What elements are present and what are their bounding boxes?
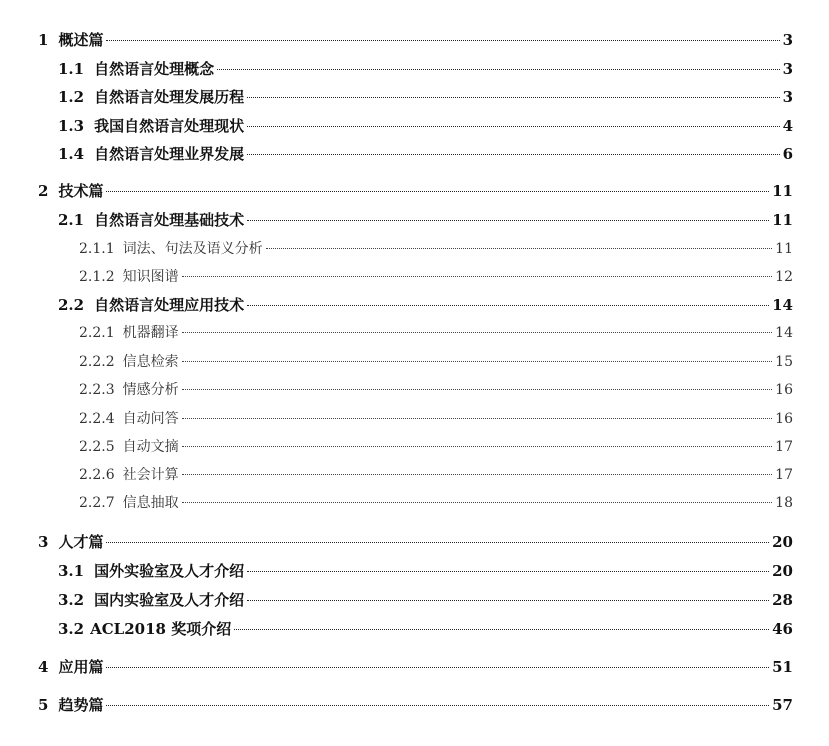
toc-entry-number: 5 <box>38 696 49 714</box>
toc-entry-number: 2.2.7 <box>79 495 115 511</box>
toc-entry-title: 自然语言处理业界发展 <box>94 145 245 163</box>
toc-entry-title: 应用篇 <box>58 658 104 676</box>
toc-entry-page: 28 <box>772 591 793 609</box>
toc-entry-page: 16 <box>775 411 793 427</box>
toc-entry-number: 2.2.1 <box>79 325 115 341</box>
toc-entry-page: 20 <box>772 533 793 551</box>
toc-entry-section-2-1[interactable] <box>58 209 793 231</box>
toc-entry-number: 2.2.5 <box>79 439 115 455</box>
toc-entry-page: 4 <box>782 117 793 135</box>
dot-leader <box>182 276 773 277</box>
toc-entry-page: 57 <box>772 696 793 714</box>
toc-entry-number: 3.1 <box>58 562 85 580</box>
toc-entry-chapter-5[interactable] <box>38 694 793 716</box>
toc-entry-title: 国内实验室及人才介绍 <box>94 591 245 609</box>
dot-leader <box>247 600 769 601</box>
toc-entry-page: 14 <box>775 325 793 341</box>
toc-entry-number: 3.2 <box>58 591 85 609</box>
toc-entry-number: 3 <box>38 533 49 551</box>
dot-leader <box>182 389 773 390</box>
toc-entry-page: 14 <box>772 296 793 314</box>
toc-entry-page: 46 <box>772 620 793 638</box>
dot-leader <box>106 40 779 41</box>
dot-leader <box>247 571 769 572</box>
toc-entry-page: 3 <box>782 31 793 49</box>
toc-entry-title: 自然语言处理应用技术 <box>94 296 245 314</box>
toc-entry-title: ACL2018 奖项介绍 <box>90 620 232 638</box>
toc-entry-subsection-2-2-1[interactable] <box>79 322 793 344</box>
toc-entry-number: 2.2.3 <box>79 382 115 398</box>
toc-entry-page: 6 <box>782 145 793 163</box>
toc-entry-number: 2.2 <box>58 296 85 314</box>
dot-leader <box>182 418 773 419</box>
toc-entry-title: 人才篇 <box>58 533 104 551</box>
toc-entry-number: 2.2.6 <box>79 467 115 483</box>
toc-entry-section-1-2[interactable] <box>58 86 793 108</box>
dot-leader <box>106 667 769 668</box>
dot-leader <box>182 502 773 503</box>
toc-entry-page: 12 <box>775 269 793 285</box>
toc-entry-section-1-1[interactable] <box>58 58 793 80</box>
dot-leader <box>106 705 769 706</box>
toc-entry-number: 4 <box>38 658 49 676</box>
dot-leader <box>182 332 773 333</box>
toc-entry-page: 17 <box>775 439 793 455</box>
toc-entry-number: 1.1 <box>58 60 85 78</box>
toc-entry-title: 社会计算 <box>122 467 179 483</box>
toc-entry-title: 自然语言处理概念 <box>94 60 215 78</box>
dot-leader <box>217 69 779 70</box>
toc-entry-page: 16 <box>775 382 793 398</box>
dot-leader <box>182 474 773 475</box>
toc-entry-title: 信息检索 <box>122 354 179 370</box>
toc-entry-page: 15 <box>775 354 793 370</box>
toc-entry-title: 概述篇 <box>58 31 104 49</box>
toc-entry-page: 18 <box>775 495 793 511</box>
toc-entry-number: 2.2.4 <box>79 411 115 427</box>
toc-entry-page: 11 <box>775 241 793 257</box>
toc-entry-page: 3 <box>782 60 793 78</box>
toc-entry-title: 机器翻译 <box>122 325 179 341</box>
toc-entry-number: 2.1.2 <box>79 269 115 285</box>
toc-entry-title: 我国自然语言处理现状 <box>94 117 245 135</box>
toc-entry-number: 1.3 <box>58 117 85 135</box>
toc-entry-title: 技术篇 <box>58 182 104 200</box>
dot-leader <box>247 220 769 221</box>
toc-entry-number: 2.1.1 <box>79 241 115 257</box>
toc-entry-number: 1.2 <box>58 88 85 106</box>
toc-entry-section-1-4[interactable] <box>58 143 793 165</box>
dot-leader <box>247 305 769 306</box>
toc-entry-title: 自动文摘 <box>122 439 179 455</box>
toc-entry-title: 情感分析 <box>122 382 179 398</box>
dot-leader <box>106 191 769 192</box>
dot-leader <box>106 542 769 543</box>
toc-entry-title: 国外实验室及人才介绍 <box>94 562 245 580</box>
toc-entry-page: 3 <box>782 88 793 106</box>
toc-entry-page: 17 <box>775 467 793 483</box>
toc-entry-subsection-2-2-4[interactable] <box>79 408 793 430</box>
toc-entry-chapter-4[interactable] <box>38 656 793 678</box>
toc-entry-number: 2.1 <box>58 211 85 229</box>
toc-entry-number: 3.2 <box>58 620 85 638</box>
toc-entry-title: 自然语言处理发展历程 <box>94 88 245 106</box>
toc-entry-number: 2 <box>38 182 49 200</box>
toc-entry-title: 趋势篇 <box>58 696 104 714</box>
toc-entry-number: 2.2.2 <box>79 354 115 370</box>
toc-entry-subsection-2-2-2[interactable] <box>79 351 793 373</box>
toc-entry-section-2-2[interactable] <box>58 294 793 316</box>
toc-entry-chapter-2[interactable] <box>38 180 793 202</box>
dot-leader <box>247 154 779 155</box>
toc-entry-chapter-3[interactable] <box>38 531 793 553</box>
toc-entry-page: 20 <box>772 562 793 580</box>
toc-entry-subsection-2-1-2[interactable] <box>79 266 793 288</box>
dot-leader <box>266 248 773 249</box>
toc-entry-page: 11 <box>772 182 793 200</box>
toc-entry-number: 1 <box>38 31 49 49</box>
dot-leader <box>182 446 773 447</box>
toc-entry-page: 51 <box>772 658 793 676</box>
toc-entry-chapter-1[interactable] <box>38 29 793 51</box>
toc-entry-title: 自动问答 <box>122 411 179 427</box>
toc-entry-section-3-2[interactable] <box>58 589 793 611</box>
toc-entry-section-3-2-acl2018[interactable] <box>58 618 793 640</box>
dot-leader <box>247 126 779 127</box>
toc-entry-subsection-2-2-7[interactable] <box>79 492 793 514</box>
toc-entry-title: 知识图谱 <box>122 269 179 285</box>
toc-entry-number: 1.4 <box>58 145 85 163</box>
toc-entry-subsection-2-1-1[interactable] <box>79 238 793 260</box>
toc-entry-title: 词法、句法及语义分析 <box>122 241 263 257</box>
toc-entry-subsection-2-2-5[interactable] <box>79 436 793 458</box>
toc-entry-subsection-2-2-3[interactable] <box>79 379 793 401</box>
toc-entry-page: 11 <box>772 211 793 229</box>
toc-entry-section-3-1[interactable] <box>58 560 793 582</box>
toc-entry-title: 信息抽取 <box>122 495 179 511</box>
dot-leader <box>182 361 773 362</box>
toc-entry-subsection-2-2-6[interactable] <box>79 464 793 486</box>
toc-entry-title: 自然语言处理基础技术 <box>94 211 245 229</box>
dot-leader <box>234 629 769 630</box>
dot-leader <box>247 97 779 98</box>
toc-entry-section-1-3[interactable] <box>58 115 793 137</box>
